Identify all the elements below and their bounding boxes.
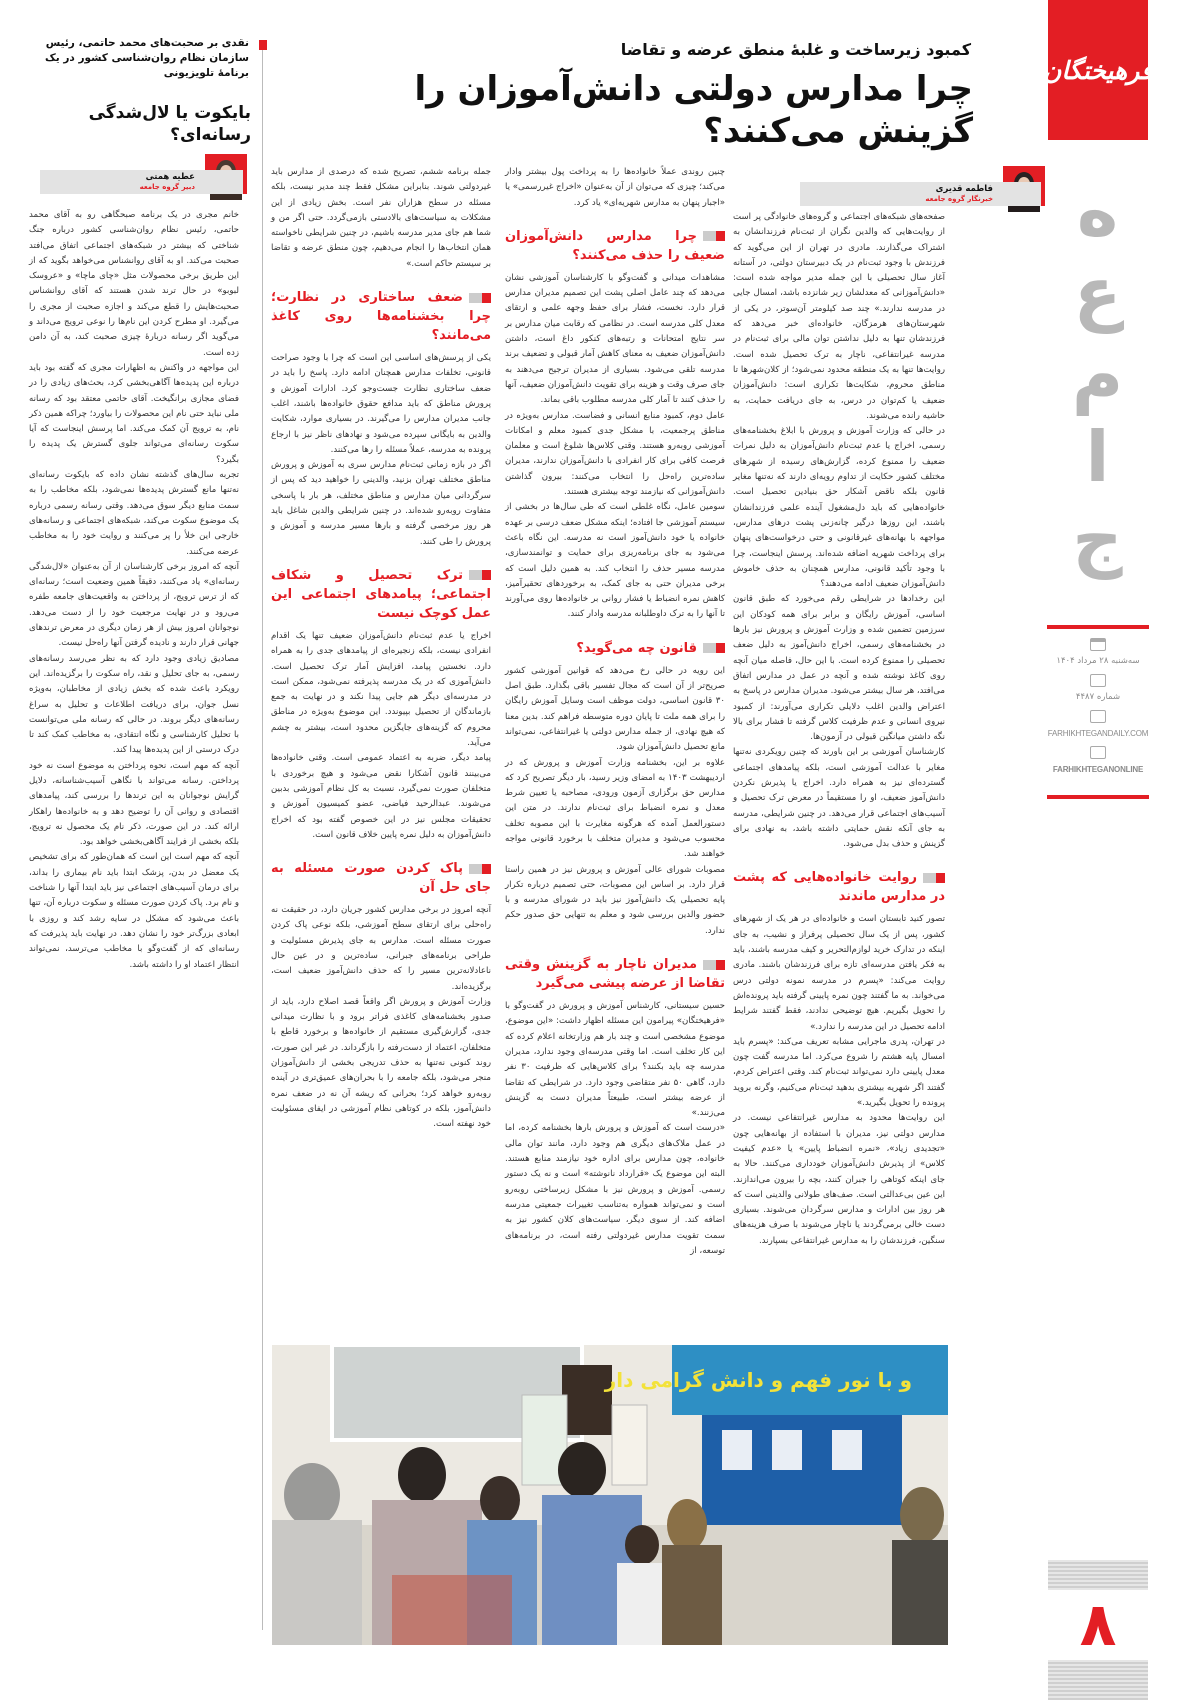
- paragraph: این رخدادها در شرایطی رقم می‌خورد که طبق قانون اساسی، آموزش رایگان و برابر برای همه کودکان این سرزمین تضمین شده و وزارت آموزش و پرورش نیز بارها در بخشنامه‌های رسمی، اخراج دانش‌آموز به دلیل ضعف تحصیلی را ممنوع کرده است. با این حال، فاصله میان آنچه روی کاغذ نوشته شده و آنچه در عمل در مدارس اتفاق می‌افتد، هر سال بیشتر می‌شود. مدیران مدارس در پاسخ به اعتراض والدین اغلب دلایلی تکراری می‌آورند: از کمبود نیروی انسانی و عدم ظرفیت کلاس گرفته تا فشار برای بالا نگه داشتن میانگین قبولی در آزمون‌ها.: [733, 594, 945, 743]
- subheading: [505, 639, 725, 658]
- subheading-marker-icon: [923, 873, 945, 883]
- paragraph: این روایت‌ها محدود به مدارس غیرانتفاعی نیست. در مدارس دولتی نیز، مدیران با استفاده از بهانه‌هایی چون «تجدیدی زیاد»، «نمره انضباط پایین» یا «عدم کیفیت کلاس» از پذیرش دانش‌آموزان خودداری می‌کنند. حالا به جای اینکه کوتاهی را جبران کنند، بچه را بیرون می‌اندازند. این عین بی‌عدالتی است. صف‌های طولانی والدینی است که هر روز بین ادارات و مدارس سرگردان می‌شوند. بسیاری دست خالی برمی‌گردند یا ناچار می‌شوند با صرف هزینه‌های سنگین، فرزندشان را به مدارس غیرانتفاعی بسپارند.: [733, 1113, 945, 1246]
- subheading-text: روایت خانواده‌هایی که پشت در مدارس ماندند: [733, 870, 945, 905]
- paragraph: مشاهدات میدانی و گفت‌وگو با کارشناسان آموزشی نشان می‌دهد که چند عامل اصلی پشت این تصمیم مدیران مدارس قرار دارد. نخست، فشار برای حفظ وجهه علمی و ارتقای معدل کلی مدرسه است. در نظامی که رقابت میان مدارس بر سر نتایج امتحانات و رتبه‌های کنکور داغ است، داشتن دانش‌آموزان ضعیف به معنای کاهش آمار قبولی و تضعیف برند مدرسه تلقی می‌شود. بسیاری از مدیران ترجیح می‌دهند به جای صرف وقت و هزینه برای تقویت دانش‌آموزان ضعیف، آنها را حذف کنند تا آمار کلی مدرسه مطلوب باقی بماند.: [505, 272, 725, 406]
- subheading-text: چرا مدارس دانش‌آموزان ضعیف را حذف می‌کنند؟: [505, 228, 725, 263]
- issue-number-icon: [1090, 674, 1106, 687]
- subheading-marker-icon: [469, 570, 491, 580]
- issue-date: سه‌شنبه ۲۸ مرداد ۱۴۰۴: [1056, 656, 1140, 666]
- paragraph: علاوه بر این، بخشنامه وزارت آموزش و پرورش که در اردیبهشت ۱۴۰۳ به امضای وزیر رسید، بار دیگر تصریح کرد که مدارس حق برگزاری آزمون ورودی، مصاحبه یا تعیین شرط معدل و نمره انضباط برای ثبت‌نام ندارند. در متن این دستورالعمل آمده که هرگونه مغایرت با این مصوبه تخلف محسوب می‌شود و مدیران متخلف با برخورد قانونی مواجه خواهند شد.: [505, 757, 725, 860]
- paragraph: اخراج یا عدم ثبت‌نام دانش‌آموزان ضعیف تنها یک اقدام انفرادی نیست، بلکه زنجیره‌ای از پیامدهای جدی را به همراه دارد. نخستین پیامد، افزایش آمار ترک تحصیل است. دانش‌آموزی که در یک مدرسه پذیرفته نمی‌شود، ممکن است در مدرسه‌ای دیگر هم جایی پیدا نکند و در نهایت به جمع بازماندگان از تحصیل بپیوندد. این موضوع به‌ویژه در مناطق محروم که گزینه‌های جایگزین محدود است، بیشتر به چشم می‌آید.: [271, 630, 491, 749]
- side-article-body: [29, 208, 239, 1628]
- subheading-marker-icon: [703, 960, 725, 970]
- side-author-name: عطیه همتی: [145, 172, 195, 182]
- subheading: [271, 288, 491, 345]
- article-column-1: [733, 210, 945, 1246]
- article-photo: [272, 1345, 948, 1645]
- article-kicker: کمبود زیرساخت و غلبهٔ منطق عرضه و تقاضا: [620, 40, 971, 59]
- paragraph: «درست است که آموزش و پرورش بارها بخشنامه کرده، اما در عمل ملاک‌های دیگری هم وجود دارد، مانند توان مالی خانواده، چون مدارس برای اداره خود نیازمند منابع هستند. البته این موضوع یک «قرارداد نانوشته» است و نه یک دستور رسمی. آموزش و پرورش نیز با مشکل زیرساختی روبه‌رو است و نمی‌تواند همواره به‌تناسب تغییرات جمعیتی مدرسه اضافه کند. از سوی دیگر، سیاست‌های کلان کشور نیز به سمت تقویت مدارس غیردولتی رفته است، در برنامه‌های توسعه، از: [505, 1123, 725, 1256]
- article-headline: چرا مدارس دولتی دانش‌آموزان را گزینش می‌کنند؟: [414, 69, 973, 151]
- paragraph: اگر در بازه زمانی ثبت‌نام مدارس سری به آموزش و پرورش مناطق مختلف تهران بزنید، والدینی را خواهید دید که پس از سرگردانی میان مدارس و مناطق مختلف، هر بار با پاسخی متفاوت روبه‌رو شده‌اند. در چنین شرایطی والدین شاغل باید هر روز مرخصی گرفته و بارها مسیر مدرسه و آموزش و پرورش را طی کنند.: [271, 460, 491, 547]
- paragraph: در حالی که وزارت آموزش و پرورش با ابلاغ بخشنامه‌های رسمی، اخراج یا عدم ثبت‌نام دانش‌آموزان به دلیل نمرات ضعیف را ممنوع کرده، گزارش‌های رسیده از شهرهای مختلف کشور حکایت از تداوم رویه‌ای دارند که نه‌تنها مغایر قانون بلکه ناقض آشکار حق بنیادین تحصیل است. خانواده‌هایی که باید دل‌مشغول آینده علمی فرزندانشان باشند، این روزها درگیر چانه‌زنی پشت درهای مدارس، مواجهه با بهانه‌های غیرقانونی و حتی درخواست‌های پنهان برای پرداخت شهریه اضافه شده‌اند. پرسش اینجاست، چرا با وجود تأکید قانونی، مدارس همچنان به حذف خاموش دانش‌آموزان ضعیف ادامه می‌دهند؟: [733, 426, 945, 590]
- calendar-icon: [1090, 638, 1106, 651]
- subheading: [733, 868, 945, 906]
- social-network-icon: [1090, 746, 1106, 759]
- issue-info: [1047, 632, 1149, 776]
- divider: [1047, 625, 1149, 629]
- paragraph: آنچه که مهم است، نحوه پرداختن به موضوع است نه خود پرداختن. رسانه می‌تواند با نگاهی آسیب‌شناسانه، دلایل گرایش نوجوانان به این ترندها را بررسی کند، پیامدهای اقتصادی و روانی آن را توضیح دهد و به خانواده‌ها راهکار ارائه کند. در این صورت، ذکر نام یک محصول نه ترویج، بلکه بخشی از فرایند آگاهی‌بخشی خواهد بود.: [29, 760, 239, 848]
- paragraph: در تهران، پدری ماجرایی مشابه تعریف می‌کند: «پسرم باید امسال پایه هشتم را شروع می‌کرد. اما مدرسه گفت چون معدل پایینی دارد نمی‌تواند ثبت‌نام کند. وقتی اعتراض کردم، گفتند اگر شهریه بیشتری بدهید ثبت‌نام می‌کنیم، وگرنه بروید پرونده را تحویل بگیرید.»: [733, 1036, 945, 1109]
- subheading-marker-icon: [469, 293, 491, 303]
- paragraph: پیامد دیگر، ضربه به اعتماد عمومی است. وقتی خانواده‌ها می‌بینند قانون آشکارا نقض می‌شود و هیچ برخوردی با متخلفان صورت نمی‌گیرد، نسبت به کل نظام آموزشی بدبین می‌شوند. عبدالرحید فیاضی، عضو کمیسیون آموزش و تحقیقات مجلس نیز در این خصوص گفته بود که اخراج دانش‌آموزان به دلیل نمره پایین خلاف قانون است.: [271, 753, 491, 840]
- subheading-text: ضعف ساختاری در نظارت؛ چرا بخشنامه‌ها روی کاغذ می‌مانند؟: [271, 290, 491, 344]
- paragraph: سومین عامل، نگاه غلطی است که طی سال‌ها در بخشی از سیستم آموزشی جا افتاده؛ اینکه مشکل ضعف درسی بر عهده خانواده یا خود دانش‌آموز است نه مدرسه. این نگاه باعث می‌شود به جای برنامه‌ریزی برای حمایت و توانمندسازی، مدرسه مسیر حذف را انتخاب کند. به همین دلیل است که برخی مدیران حتی به جای کمک، به برخوردهای تحقیرآمیز، کاهش نمره انضباط یا فشار روانی بر خانواده‌ها روی می‌آورند تا آنها را به ترک داوطلبانه مدرسه وادار کنند.: [505, 502, 725, 620]
- subheading: [505, 227, 725, 265]
- subheading-text: مدیران ناچار به گزینش وقتی تقاضا از عرضه پیشی می‌گیرد: [505, 957, 725, 992]
- paragraph: تصور کنید تابستان است و خانواده‌ای در هر یک از شهرهای کشور، پس از یک سال تحصیلی پرفراز و نشیب، به جای اینکه در تدارک خرید لوازم‌التحریر و کیف مدرسه باشند، باید به فکر یافتن مدرسه‌ای تازه برای فرزندشان باشند. مادری روایت می‌کند: «پسرم در مدرسه نمونه دولتی درس می‌خواند. به ما گفتند چون نمره پایینی گرفته باید پرونده‌اش را تحویل بگیریم. هیچ توضیحی ندادند، فقط گفتند شرایط ادامه تحصیل در این مدرسه را ندارد.»: [733, 914, 945, 1032]
- paragraph: مصوبات شورای عالی آموزش و پرورش نیز در همین راستا قرار دارد. بر اساس این مصوبات، حتی تصمیم درباره تکرار پایه تحصیلی یک دانش‌آموز نیز باید در شورای مدرسه و با حضور والدین بررسی شود و معلم به تنهایی حق صدور حکم ندارد.: [505, 864, 725, 936]
- subheading-text: ترک تحصیل و شکاف اجتماعی؛ پیامدهای اجتماعی این عمل کوچک نیست: [271, 567, 491, 621]
- author-name: فاطمه قدیری: [935, 184, 993, 194]
- website-icon: [1090, 710, 1106, 723]
- subheading-marker-icon: [703, 643, 725, 653]
- paragraph: این رویه در حالی رخ می‌دهد که قوانین آموزشی کشور صریح‌تر از آن است که مجال تفسیر باقی بگذارد. طبق اصل ۳۰ قانون اساسی، دولت موظف است وسایل آموزش رایگان را برای همه ملت تا پایان دوره متوسطه فراهم کند. بدین معنا که هیچ نهادی، از جمله مدارس دولتی یا غیرانتفاعی، نمی‌تواند مانع تحصیل دانش‌آموزان شود.: [505, 665, 725, 753]
- paragraph: چنین روندی عملاً خانواده‌ها را به پرداخت پول بیشتر وادار می‌کند؛ چیزی که می‌توان از آن به‌عنوان «اخراج غیررسمی» یا «اجبار پنهان به مدارس شهریه‌ای» یاد کرد.: [505, 167, 725, 208]
- side-author-role: دبیر گروه جامعه: [139, 183, 195, 191]
- page-number: ۸: [1048, 1590, 1148, 1660]
- paragraph: یکی از پرسش‌های اساسی این است که چرا با وجود صراحت قانونی، تخلفات مدارس همچنان ادامه دارد. پاسخ را باید در ضعف ساختاری نظارت جست‌وجو کرد. ادارات آموزش و پرورش مناطق که باید مدافع حقوق خانواده‌ها باشند، اغلب جانب مدیران مدارس را می‌گیرند. در بسیاری موارد، شکایت والدین به بایگانی سپرده می‌شود و نهادهای ناظر نیز با ارجاع پرونده به مدرسه، عملاً مسئله را رها می‌کنند.: [271, 353, 491, 455]
- subheading-text: پاک کردن صورت مسئله به جای حل آن: [271, 861, 491, 896]
- newspaper-logo: فرهیختگان: [1048, 0, 1148, 140]
- issue-number: شماره ۴۴۸۷: [1075, 692, 1121, 702]
- paragraph: وزارت آموزش و پرورش اگر واقعاً قصد اصلاح دارد، باید از صدور بخشنامه‌های کاغذی فراتر برود و با نظارت میدانی جدی، گزارش‌گیری مستقیم از خانواده‌ها و برخورد قاطع با متخلفان، اعتماد از دست‌رفته را بازگرداند. در غیر این صورت، روند کنونی نه‌تنها به حذف تدریجی بخشی از دانش‌آموزان منجر می‌شود، بلکه جامعه را با بحران‌های عمیق‌تری در آینده روبه‌رو خواهد کرد؛ بحرانی که ریشه آن نه در ضعف نمره دانش‌آموز، بلکه در کوتاهی نظام آموزشی در ایفای مسئولیت خود نهفته است.: [271, 996, 491, 1130]
- subheading-marker-icon: [469, 864, 491, 874]
- paragraph: حسین سیستانی، کارشناس آموزش و پرورش در گفت‌وگو با «فرهیختگان» پیرامون این مسئله اظهار داشت: «این موضوع، موضوع مشخصی است و چند بار هم وزارتخانه اعلام کرده که این کار تخلف است. اما وقتی مدرسه‌ای وجود ندارد، مدیران مدرسه چه باید بکنند؟ برای کلاس‌هایی که ظرفیت ۳۰ نفر دارد، گاهی ۵۰ نفر متقاضی وجود دارد. در شرایطی که تقاضا از عرضه بیشتر است، طبیعتاً مدیران دست به گزینش می‌زنند.»: [505, 1001, 725, 1119]
- red-marker: [259, 40, 267, 50]
- paragraph: جمله برنامه ششم، تصریح شده که درصدی از مدارس باید غیردولتی شوند. بنابراین مشکل فقط چند مدیر نیست، بلکه مسئله در سطح هزاران نفر است. بخش زیادی از این مشکلات به سیاست‌های بالادستی بازمی‌گردد. حتی اگر من و شما هم جای مدیر مدرسه باشیم، در چنین شرایطی ناخواسته همان انتخاب‌ها را انجام می‌دهیم، چون منطق عرضه و تقاضا بر سیستم حاکم است.»: [271, 167, 491, 269]
- paragraph: عامل دوم، کمبود منابع انسانی و فضاست. مدارس به‌ویژه در مناطق پرجمعیت، با مشکل جدی کمبود معلم و امکانات آموزشی روبه‌رو هستند. وقتی کلاس‌ها شلوغ است و معلمان فرصت کافی برای کار انفرادی با دانش‌آموزان ندارند، مدیران ساده‌ترین راه‌حل را انتخاب می‌کنند: بیرون گذاشتن دانش‌آموزانی که نیازمند توجه بیشتری هستند.: [505, 410, 725, 498]
- website-link[interactable]: FARHIKHTEGANDAILY.COM: [1047, 729, 1149, 738]
- paragraph: کارشناسان آموزشی بر این باورند که چنین رویکردی نه‌تنها مغایر با عدالت آموزشی است، بلکه پیامدهای اجتماعی گسترده‌ای نیز به همراه دارد. اخراج یا پذیرش نکردن دانش‌آموز ضعیف، او را مستقیماً در معرض ترک تحصیل و آسیب‌های اجتماعی قرار می‌دهد. در چنین شرایطی، مدرسه به جای آنکه نقش حمایتی داشته باشد، به نهادی برای گزینش و حذف بدل می‌شود.: [733, 747, 945, 850]
- side-author-byline: [40, 170, 247, 194]
- section-title: جامعه: [1056, 170, 1139, 580]
- social-handle[interactable]: FARHIKHTEGANONLINE: [1052, 765, 1144, 774]
- paragraph: خانم مجری در یک برنامه صبحگاهی رو به آقای محمد حاتمی، رئیس نظام روان‌شناسی کشور درباره جنگ شناختی که بیشتر در شبکه‌های اجتماعی اتفاق می‌افتد صحبت می‌کند. او به آقای روانشناس می‌خواهد بگوید که از این طریق برخی محصولات مثل «چای ماچا» و «عروسک لبوبو» در حال ترند شدن هستند که آقای روانشناس صحبت‌هایش را قطع می‌کند و اجازه صحبت از مجری را می‌گیرد. او مطرح کردن این نام‌ها را نوعی ترویج می‌داند و می‌گوید اگر رسانه دربارهٔ چیزی صحبت کند، به آن دامن زده است.: [29, 210, 239, 358]
- subheading-marker-icon: [703, 231, 725, 241]
- subheading: [271, 566, 491, 623]
- author-role: خبرنگار گروه جامعه: [925, 195, 993, 203]
- author-byline: [800, 182, 1045, 206]
- school-registration-photo: [272, 1345, 948, 1645]
- photo-banner-text: و با نور فهم و دانش گرامی دار: [604, 1368, 912, 1392]
- divider: [1047, 795, 1149, 799]
- column-divider: [262, 40, 263, 1630]
- paragraph: مصادیق زیادی وجود دارد که به نظر می‌رسد رسانه‌های رسمی، به جای تحلیل و نقد، راه سکوت را برگزیده‌اند. این رویکرد باعث شده که بخش زیادی از مخاطبان، به‌ویژه نسل جوان، برای دریافت اطلاعات و تحلیل به سراغ رسانه‌های دیگر بروند. در حالی که رسانه ملی می‌توانست با تحلیل کارشناسی و نگاه انتقادی، به مخاطب کمک کند تا درک درستی از این پدیده‌ها پیدا کند.: [29, 653, 239, 756]
- paragraph: آنچه که امروز برخی کارشناسان از آن به‌عنوان «لال‌شدگی رسانه‌ای» یاد می‌کنند، دقیقاً همین وضعیت است؛ رسانه‌ای که از ترس ترویج، از پرداختن به واقعیت‌های جامعه طفره می‌رود و در نهایت مرجعیت خود را از دست می‌دهد. نوجوانان امروز بیش از هر زمان دیگری در معرض ترندهای جهانی قرار دارند و نادیده گرفتن آنها راه‌حل نیست.: [29, 561, 239, 649]
- article-column-2: [505, 165, 725, 1256]
- side-article-headline: بایکوت یا لال‌شدگی رسانه‌ای؟: [88, 103, 251, 145]
- side-article-kicker: نقدی بر صحبت‌های محمد حاتمی، رئیس سازمان نظام روان‌شناسی کشور در یک برنامهٔ تلویزیونی: [45, 37, 249, 79]
- paragraph: آنچه که مهم است این است که همان‌طور که برای تشخیص یک معضل در بدن، پزشک ابتدا باید نام بیماری را بداند، برای درمان آسیب‌های اجتماعی نیز باید ابتدا آنها را شناخت و نام برد. پاک کردن صورت مسئله و سکوت درباره آن، تنها باعث می‌شود که مشکل در سایه رشد کند و روزی با ابعادی بزرگ‌تر خود را نشان دهد. در نهایت باید پذیرفت که رسانه‌ای که از گفت‌وگو با مخاطب می‌ترسد، نمی‌تواند انتظار اعتماد او را داشته باشد.: [29, 852, 239, 970]
- paragraph: تجربه سال‌های گذشته نشان داده که بایکوت رسانه‌ای نه‌تنها مانع گسترش پدیده‌ها نمی‌شود، بلکه مخاطب را به سمت منابع دیگر سوق می‌دهد. وقتی رسانه رسمی درباره یک موضوع سکوت می‌کند، شبکه‌های اجتماعی و رسانه‌های خارجی این خلأ را پر می‌کنند و روایت خود را به مخاطب عرضه می‌کنند.: [29, 470, 239, 557]
- subheading: [271, 859, 491, 897]
- paragraph: آنچه امروز در برخی مدارس کشور جریان دارد، در حقیقت نه راه‌حلی برای ارتقای سطح آموزشی، بلکه نوعی پاک کردن صورت مسئله است. مدارس به جای پذیرش مسئولیت و طراحی برنامه‌های جبرانی، ساده‌ترین و در عین حال ناعادلانه‌ترین مسیر را که حذف دانش‌آموز ضعیف است، برگزیده‌اند.: [271, 905, 491, 992]
- subheading-text: قانون چه می‌گوید؟: [576, 640, 697, 656]
- subheading: [505, 955, 725, 993]
- paragraph: این مواجهه در واکنش به اظهارات مجری که گفته بود باید درباره این پدیده‌ها آگاهی‌بخشی کرد، بحث‌های زیادی را در فضای مجازی برانگیخت. آقای حاتمی معتقد بود که رسانه ملی نباید حتی نام این محصولات را بیاورد؛ چراکه همین ذکر نام، به ترویج آن کمک می‌کند. اما پرسش اینجاست که آیا سکوت رسانه‌ای می‌تواند جلوی گسترش یک پدیده را بگیرد؟: [29, 362, 239, 465]
- article-column-3: [271, 165, 491, 1235]
- paragraph: صفحه‌های شبکه‌های اجتماعی و گروه‌های خانوادگی پر است از روایت‌هایی که والدین نگران از ثبت‌نام فرزندانشان به اشتراک می‌گذارند. مادری در تهران از این می‌گوید که فرزندش با وجود ثبت‌نام در یک دبیرستان دولتی، در آستانه آغاز سال تحصیلی با این جمله مدیر مواجه شده است: «دانش‌آموزانی که معدلشان زیر شانزده باشد، امسال جایی در مدرسه ندارند.» چند صد کیلومتر آن‌سوتر، در یکی از شهرستان‌های هرمزگان، خانواده‌ای خبر می‌دهد که فرزندشان تنها به دلیل نداشتن توان مالی برای ثبت‌نام در مدرسه غیرانتفاعی، ناچار به ترک تحصیل شده است. روایت‌ها تنها به یک منطقه محدود نمی‌شود؛ از کلان‌شهرها تا مناطق محروم، شکایت‌ها تکراری است: دانش‌آموزان ضعیف یا کم‌توان در درس، به جای دریافت حمایت، به حاشیه رانده می‌شوند.: [733, 212, 945, 421]
